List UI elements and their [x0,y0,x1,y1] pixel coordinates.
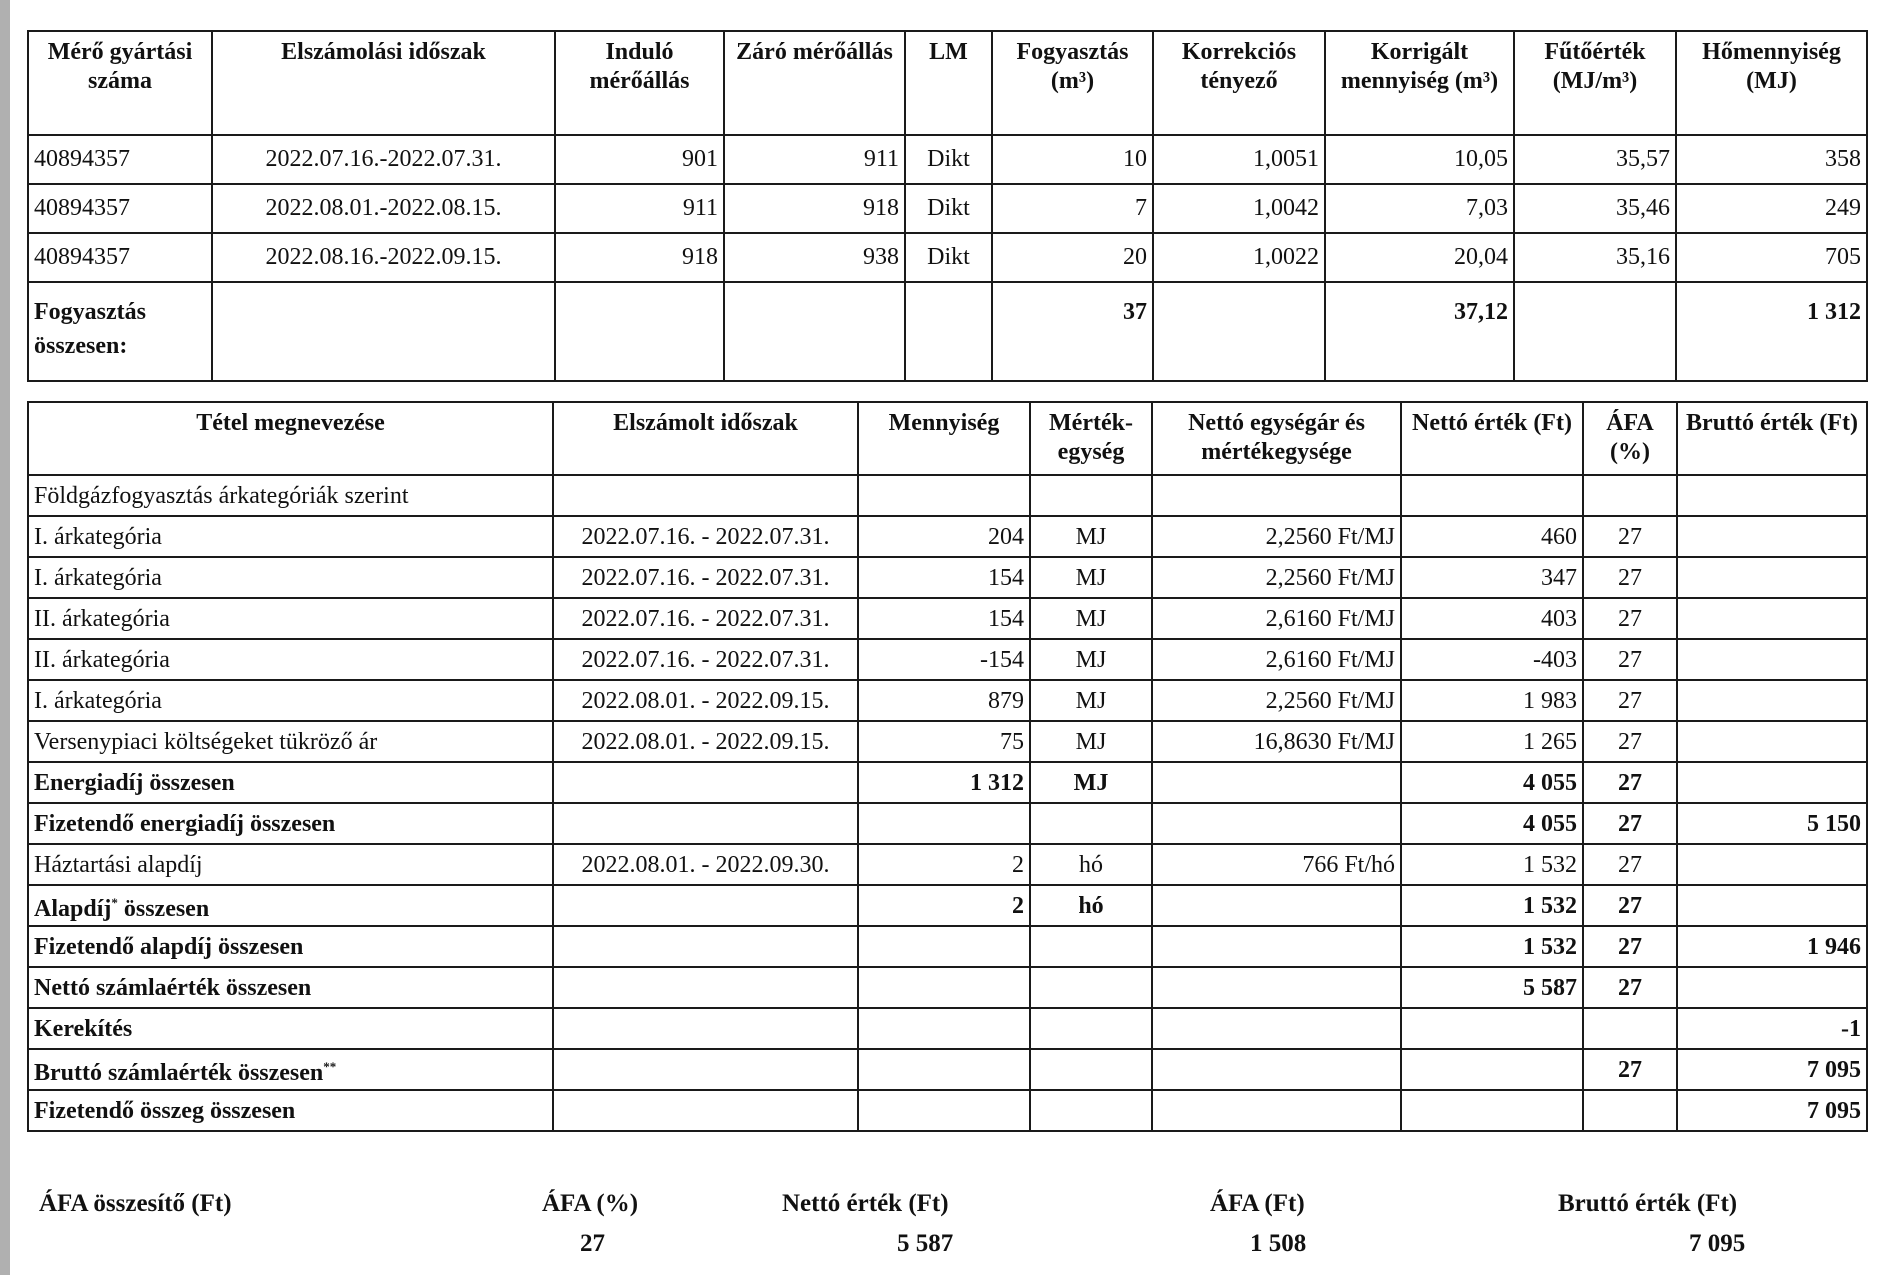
item-gross-cell: 5 150 [1677,803,1867,844]
item-name-text: Alapdíj [34,895,112,922]
page-left-edge [0,0,10,1275]
item-name-cell: Kerekítés [28,1008,553,1049]
vat-summary-gross-label: Bruttó érték (Ft) [1558,1190,1738,1217]
item-period-cell [553,967,858,1008]
item-net-cell [1401,1008,1583,1049]
item-gross-cell [1677,844,1867,885]
footnote-marker: * [111,894,118,910]
item-name-cell: II. árkategória [28,598,553,639]
items-header-cell: Elszámolt időszak [553,402,858,475]
item-period-cell [553,475,858,516]
meter-total-corrected: 37,12 [1325,282,1514,381]
items-header-cell: Nettó érték (Ft) [1401,402,1583,475]
items-header-cell: Mérték-egység [1030,402,1152,475]
vat-summary-vat-label: ÁFA (Ft) [1210,1190,1305,1217]
item-name-cell: I. árkategória [28,680,553,721]
items-header-cell: ÁFA (%) [1583,402,1677,475]
items-table-row [28,598,1867,639]
item-vat-cell: 27 [1583,1049,1677,1090]
item-net-cell: 1 265 [1401,721,1583,762]
item-name-cell: I. árkategória [28,516,553,557]
item-unit-cell [1030,926,1152,967]
items-table-row [28,639,1867,680]
item-net-cell [1401,1049,1583,1090]
vat-summary-pct-value: 27 [580,1230,605,1257]
item-vat-cell: 27 [1583,557,1677,598]
items-table-body [28,475,1867,1131]
items-table-row [28,1090,1867,1131]
items-table-row [28,516,1867,557]
item-qty-cell [858,1049,1030,1090]
item-vat-cell: 27 [1583,721,1677,762]
meter-header-cell: Fogyasztás (m³) [992,31,1153,135]
item-gross-cell [1677,885,1867,926]
item-qty-cell: 1 312 [858,762,1030,803]
item-net-cell: 1 983 [1401,680,1583,721]
item-gross-cell: 7 095 [1677,1090,1867,1131]
item-gross-cell [1677,598,1867,639]
item-vat-cell: 27 [1583,762,1677,803]
meter-table-cell: 1,0051 [1153,135,1325,184]
item-unit-cell: MJ [1030,557,1152,598]
item-price-cell: 2,2560 Ft/MJ [1152,680,1401,721]
item-name-cell: Fizetendő alapdíj összesen [28,926,553,967]
item-net-cell: 5 587 [1401,967,1583,1008]
item-unit-cell [1030,803,1152,844]
meter-table-cell: 10,05 [1325,135,1514,184]
vat-summary-gross-value: 7 095 [1689,1230,1746,1257]
item-unit-cell [1030,967,1152,1008]
item-price-cell [1152,1008,1401,1049]
item-price-cell: 2,6160 Ft/MJ [1152,639,1401,680]
item-qty-cell [858,1090,1030,1131]
billing-items-table [27,401,1868,1132]
item-qty-cell: 2 [858,844,1030,885]
item-qty-cell: 2 [858,885,1030,926]
item-unit-cell: MJ [1030,516,1152,557]
meter-header-cell: Korrekciós tényező [1153,31,1325,135]
table-cell [212,282,555,381]
item-vat-cell: 27 [1583,598,1677,639]
item-price-cell: 2,2560 Ft/MJ [1152,557,1401,598]
item-name-cell: I. árkategória [28,557,553,598]
meter-table-cell: 938 [724,233,905,282]
meter-table-body [28,135,1867,282]
item-qty-cell: 879 [858,680,1030,721]
item-unit-cell [1030,1008,1152,1049]
meter-table-cell: 911 [555,184,724,233]
item-unit-cell: hó [1030,885,1152,926]
item-period-cell: 2022.08.01. - 2022.09.15. [553,680,858,721]
item-price-cell [1152,885,1401,926]
item-period-cell [553,762,858,803]
item-unit-cell: MJ [1030,762,1152,803]
item-period-cell: 2022.08.01. - 2022.09.15. [553,721,858,762]
item-period-cell [553,1090,858,1131]
vat-summary [27,1190,1866,1270]
item-name-cell: Földgázfogyasztás árkategóriák szerint [28,475,553,516]
item-vat-cell [1583,475,1677,516]
items-header-cell: Tétel megnevezése [28,402,553,475]
vat-summary-pct-label: ÁFA (%) [542,1190,639,1217]
table-cell [1153,282,1325,381]
item-period-cell: 2022.07.16. - 2022.07.31. [553,639,858,680]
items-table-row [28,721,1867,762]
table-cell [724,282,905,381]
meter-readings-table [27,30,1868,382]
item-qty-cell [858,967,1030,1008]
item-gross-cell [1677,721,1867,762]
item-name-cell: II. árkategória [28,639,553,680]
meter-header-cell: LM [905,31,992,135]
item-net-cell: 1 532 [1401,844,1583,885]
meter-total-row [28,282,1867,381]
item-qty-cell: 204 [858,516,1030,557]
item-gross-cell [1677,475,1867,516]
meter-table-cell: 35,57 [1514,135,1676,184]
item-price-cell [1152,803,1401,844]
item-name-cell: Fizetendő összeg összesen [28,1090,553,1131]
item-net-cell: 1 532 [1401,926,1583,967]
item-price-cell: 2,6160 Ft/MJ [1152,598,1401,639]
item-price-cell [1152,475,1401,516]
meter-table-cell: Dikt [905,135,992,184]
meter-total-consumption: 37 [992,282,1153,381]
items-table-header-row [28,402,1867,475]
item-price-cell [1152,1090,1401,1131]
meter-header-cell: Korrigált mennyiség (m³) [1325,31,1514,135]
item-name-cell: Versenypiaci költségeket tükröző ár [28,721,553,762]
item-unit-cell [1030,475,1152,516]
meter-table-cell: 2022.08.16.-2022.09.15. [212,233,555,282]
items-table-row [28,557,1867,598]
item-period-cell [553,926,858,967]
items-table-row [28,885,1867,926]
item-gross-cell: 1 946 [1677,926,1867,967]
item-unit-cell: hó [1030,844,1152,885]
item-name-suffix: összesen [117,895,210,922]
item-vat-cell [1583,1090,1677,1131]
meter-table-cell: 911 [724,135,905,184]
item-net-cell [1401,475,1583,516]
meter-table-row [28,233,1867,282]
item-net-cell [1401,1090,1583,1131]
item-price-cell: 766 Ft/hó [1152,844,1401,885]
item-gross-cell: -1 [1677,1008,1867,1049]
meter-table-cell: 40894357 [28,135,212,184]
items-table-row [28,844,1867,885]
item-name-cell: Háztartási alapdíj [28,844,553,885]
meter-table-cell: 918 [555,233,724,282]
item-unit-cell [1030,1049,1152,1090]
item-price-cell [1152,967,1401,1008]
item-unit-cell: MJ [1030,598,1152,639]
item-price-cell [1152,926,1401,967]
items-header-cell: Nettó egységár és mértékegysége [1152,402,1401,475]
meter-table-cell: 705 [1676,233,1867,282]
item-qty-cell: -154 [858,639,1030,680]
item-qty-cell: 154 [858,557,1030,598]
item-name-cell [28,1049,553,1090]
vat-summary-net-label: Nettó érték (Ft) [782,1190,949,1217]
meter-table-cell: 901 [555,135,724,184]
footnote-marker: ** [323,1058,337,1074]
item-period-cell [553,885,858,926]
items-table-row [28,680,1867,721]
items-table-row [28,762,1867,803]
item-name-text: Bruttó számlaérték összesen [34,1059,324,1086]
item-vat-cell: 27 [1583,885,1677,926]
meter-table-header-row [28,31,1867,135]
meter-header-cell: Induló mérőállás [555,31,724,135]
item-vat-cell: 27 [1583,639,1677,680]
item-period-cell [553,1008,858,1049]
vat-summary-vat-value: 1 508 [1250,1230,1307,1257]
item-net-cell: 1 532 [1401,885,1583,926]
item-unit-cell [1030,1090,1152,1131]
item-period-cell: 2022.07.16. - 2022.07.31. [553,598,858,639]
items-table-row [28,475,1867,516]
item-net-cell: 4 055 [1401,762,1583,803]
item-name-cell: Energiadíj összesen [28,762,553,803]
table-cell [1514,282,1676,381]
item-gross-cell [1677,680,1867,721]
item-qty-cell [858,803,1030,844]
item-vat-cell: 27 [1583,803,1677,844]
items-table-row [28,1049,1867,1090]
meter-table-cell: 40894357 [28,233,212,282]
item-period-cell [553,803,858,844]
item-net-cell: 347 [1401,557,1583,598]
item-price-cell: 2,2560 Ft/MJ [1152,516,1401,557]
meter-header-cell: Záró mérőállás [724,31,905,135]
meter-header-cell: Hőmennyiség (MJ) [1676,31,1867,135]
meter-table-cell: 40894357 [28,184,212,233]
meter-table-cell: 35,16 [1514,233,1676,282]
meter-table-row [28,184,1867,233]
meter-total-label: Fogyasztás összesen: [28,282,212,381]
item-gross-cell [1677,639,1867,680]
item-price-cell [1152,762,1401,803]
item-vat-cell: 27 [1583,680,1677,721]
item-qty-cell [858,926,1030,967]
meter-table-cell: 2022.08.01.-2022.08.15. [212,184,555,233]
item-net-cell: -403 [1401,639,1583,680]
item-name-cell [28,885,553,926]
item-gross-cell [1677,516,1867,557]
meter-table-cell: 2022.07.16.-2022.07.31. [212,135,555,184]
items-table-row [28,967,1867,1008]
item-price-cell: 16,8630 Ft/MJ [1152,721,1401,762]
item-net-cell: 403 [1401,598,1583,639]
item-period-cell: 2022.07.16. - 2022.07.31. [553,516,858,557]
meter-total-heat: 1 312 [1676,282,1867,381]
meter-table-cell: 1,0022 [1153,233,1325,282]
item-vat-cell: 27 [1583,516,1677,557]
item-name-cell: Fizetendő energiadíj összesen [28,803,553,844]
meter-table-cell: Dikt [905,184,992,233]
vat-summary-title: ÁFA összesítő (Ft) [39,1190,232,1217]
item-net-cell: 460 [1401,516,1583,557]
meter-header-cell: Mérő gyártási száma [28,31,212,135]
item-vat-cell: 27 [1583,926,1677,967]
item-gross-cell [1677,762,1867,803]
item-gross-cell: 7 095 [1677,1049,1867,1090]
item-unit-cell: MJ [1030,680,1152,721]
meter-table-cell: 20 [992,233,1153,282]
item-vat-cell: 27 [1583,967,1677,1008]
meter-header-cell: Fűtőérték (MJ/m³) [1514,31,1676,135]
meter-table-cell: 10 [992,135,1153,184]
meter-table-cell: 7,03 [1325,184,1514,233]
meter-table-cell: 918 [724,184,905,233]
meter-table-cell: 20,04 [1325,233,1514,282]
item-period-cell: 2022.07.16. - 2022.07.31. [553,557,858,598]
meter-table-cell: 35,46 [1514,184,1676,233]
meter-table-cell: 249 [1676,184,1867,233]
items-header-cell: Bruttó érték (Ft) [1677,402,1867,475]
item-qty-cell [858,1008,1030,1049]
meter-table-cell: 1,0042 [1153,184,1325,233]
item-net-cell: 4 055 [1401,803,1583,844]
item-vat-cell: 27 [1583,844,1677,885]
item-unit-cell: MJ [1030,639,1152,680]
item-period-cell: 2022.08.01. - 2022.09.30. [553,844,858,885]
item-qty-cell: 154 [858,598,1030,639]
item-name-cell: Nettó számlaérték összesen [28,967,553,1008]
meter-table-cell: 358 [1676,135,1867,184]
items-table-row [28,803,1867,844]
item-vat-cell [1583,1008,1677,1049]
item-gross-cell [1677,557,1867,598]
vat-summary-net-value: 5 587 [897,1230,954,1257]
meter-table-cell: 7 [992,184,1153,233]
table-cell [555,282,724,381]
table-cell [905,282,992,381]
item-price-cell [1152,1049,1401,1090]
item-qty-cell [858,475,1030,516]
item-period-cell [553,1049,858,1090]
items-table-row [28,926,1867,967]
items-header-cell: Mennyiség [858,402,1030,475]
meter-table-cell: Dikt [905,233,992,282]
meter-header-cell: Elszámolási időszak [212,31,555,135]
meter-table-row [28,135,1867,184]
items-table-row [28,1008,1867,1049]
item-gross-cell [1677,967,1867,1008]
item-unit-cell: MJ [1030,721,1152,762]
item-qty-cell: 75 [858,721,1030,762]
